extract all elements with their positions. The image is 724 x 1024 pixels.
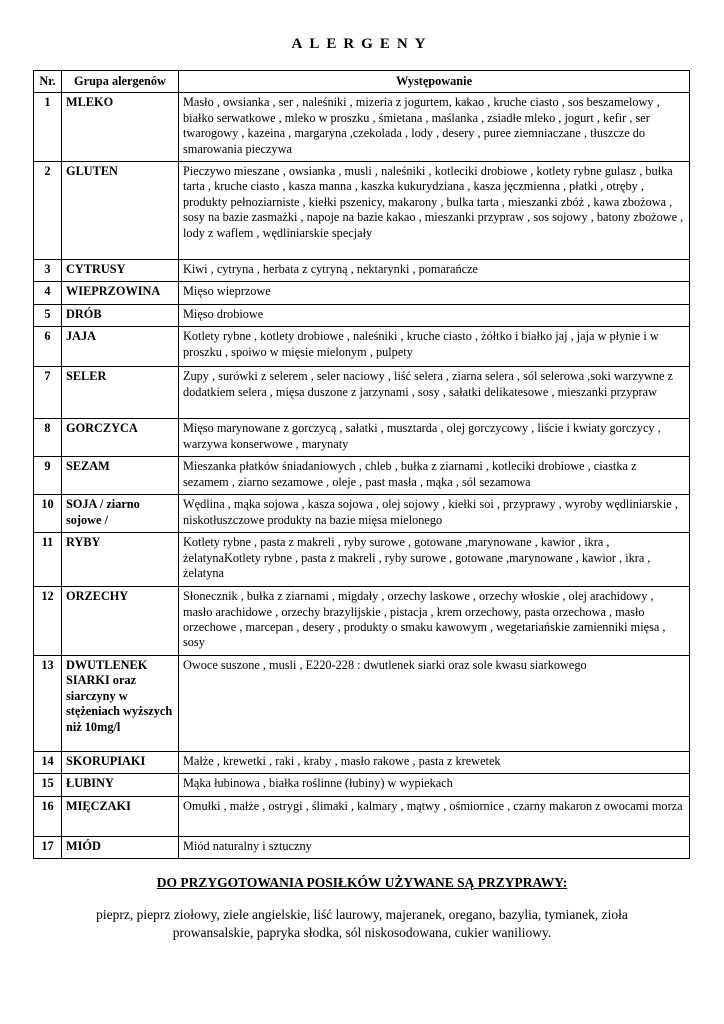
row-number: 8 [34, 419, 62, 457]
allergen-occurrence: Wędlina , mąka sojowa , kasza sojowa , olej sojowy , kiełki soi , przyprawy , wyroby wędliniarskie , niskotłuszczowe produkty na bazie mięsa mielonego [179, 495, 690, 533]
allergen-occurrence: Omułki , małże , ostrygi , ślimaki , kalmary , mątwy , ośmiornice , czarny makaron z owocami morza [179, 796, 690, 836]
allergen-group: MIÓD [62, 836, 179, 858]
table-row [34, 533, 690, 587]
allergen-group: WIEPRZOWINA [62, 282, 179, 304]
row-number: 15 [34, 774, 62, 796]
allergen-occurrence: Kotlety rybne , pasta z makreli , ryby surowe , gotowane ,marynowane , kawior , ikra , żelatynaKotlety rybne , pasta z makreli , ryby surowe , gotowane ,marynowane , kawior , ikra , żelatyna [179, 533, 690, 587]
row-number: 14 [34, 751, 62, 773]
table-row [34, 304, 690, 326]
allergen-group: JAJA [62, 327, 179, 367]
allergen-occurrence: Mąka łubinowa , białka roślinne (łubiny) w wypiekach [179, 774, 690, 796]
allergen-table [33, 70, 690, 859]
row-number: 6 [34, 327, 62, 367]
row-number: 2 [34, 162, 62, 260]
row-number: 3 [34, 260, 62, 282]
allergen-group: CYTRUSY [62, 260, 179, 282]
allergen-occurrence: Kotlety rybne , kotlety drobiowe , naleśniki , kruche ciasto , żółtko i białko jaj , jaja w płynie i w proszku , spoiwo w mięsie mielonym , pulpety [179, 327, 690, 367]
allergen-group: SEZAM [62, 457, 179, 495]
row-number: 17 [34, 836, 62, 858]
allergen-occurrence: Owoce suszone , musli , E220-228 : dwutlenek siarki oraz sole kwasu siarkowego [179, 655, 690, 751]
allergen-occurrence: Mięso drobiowe [179, 304, 690, 326]
allergen-group: SKORUPIAKI [62, 751, 179, 773]
table-row [34, 367, 690, 419]
allergen-group: RYBY [62, 533, 179, 587]
allergen-group: ŁUBINY [62, 774, 179, 796]
table-row [34, 327, 690, 367]
row-number: 16 [34, 796, 62, 836]
row-number: 11 [34, 533, 62, 587]
allergen-occurrence: Miód naturalny i sztuczny [179, 836, 690, 858]
allergen-group: DRÓB [62, 304, 179, 326]
header-nr: Nr. [34, 71, 62, 93]
allergen-group: SOJA / ziarno sojowe / [62, 495, 179, 533]
allergen-group: ORZECHY [62, 587, 179, 656]
allergen-occurrence: Mięso wieprzowe [179, 282, 690, 304]
allergen-group: SELER [62, 367, 179, 419]
table-row [34, 457, 690, 495]
header-group: Grupa alergenów [62, 71, 179, 93]
row-number: 12 [34, 587, 62, 656]
row-number: 1 [34, 93, 62, 162]
table-header-row [34, 71, 690, 93]
table-row [34, 162, 690, 260]
allergen-occurrence: Zupy , surówki z selerem , seler naciowy , liść selera , ziarna selera , sól selerowa ,soki warzywne z dodatkiem selera , mięsa duszone z jarzynami , sosy , sałatki delikatesowe , mieszanki przypraw [179, 367, 690, 419]
allergen-occurrence: Mięso marynowane z gorczycą , sałatki , musztarda , olej gorczycowy , liście i kwiaty gorczycy , warzywa konserwowe , marynaty [179, 419, 690, 457]
row-number: 10 [34, 495, 62, 533]
allergen-occurrence: Mieszanka płatków śniadaniowych , chleb , bułka z ziarnami , kotleciki drobiowe , ciastka z sezamem , ziarno sezamowe , oleje , past masła , mąka , sól sezamowa [179, 457, 690, 495]
table-body [34, 93, 690, 859]
table-row [34, 836, 690, 858]
row-number: 9 [34, 457, 62, 495]
allergen-occurrence: Masło , owsianka , ser , naleśniki , mizeria z jogurtem, kakao , kruche ciasto , sos beszamelowy , białko serwatkowe , mleko w proszku , śmietana , maślanka , zsiadłe mleko , jogurt , kefir , ser twarogowy , kazeina , margaryna ,czekolada , lody , desery , puree ziemniaczane , tłuszcze do smarowania pieczywa [179, 93, 690, 162]
row-number: 13 [34, 655, 62, 751]
spices-heading: DO PRZYGOTOWANIA POSIŁKÓW UŻYWANE SĄ PRZYPRAWY: [156, 875, 568, 890]
table-row [34, 796, 690, 836]
allergen-group: GLUTEN [62, 162, 179, 260]
table-row [34, 93, 690, 162]
table-row [34, 587, 690, 656]
table-row [34, 495, 690, 533]
table-row [34, 774, 690, 796]
row-number: 4 [34, 282, 62, 304]
header-occurrence: Występowanie [179, 71, 690, 93]
table-row [34, 751, 690, 773]
spices-list: pieprz, pieprz ziołowy, ziele angielskie, liść laurowy, majeranek, oregano, bazylia, tymianek, zioła prowansalskie, papryka słodka, sól niskosodowana, cukier waniliowy. [96, 907, 628, 940]
allergen-group: DWUTLENEK SIARKI oraz siarczyny w stężeniach wyższych niż 10mg/l [62, 655, 179, 751]
allergen-group: GORCZYCA [62, 419, 179, 457]
row-number: 7 [34, 367, 62, 419]
allergen-occurrence: Kiwi , cytryna , herbata z cytryną , nektarynki , pomarańcze [179, 260, 690, 282]
allergen-occurrence: Słonecznik , bułka z ziarnami , migdały , orzechy laskowe , orzechy włoskie , olej arachidowy , masło arachidowe , orzechy brazylijskie , pistacja , krem orzechowy, pasta orzechowa , masło orzechowe , marcepan , desery , produkty o smaku kawowym , wegetariańskie zamienniki mięsa , sosy [179, 587, 690, 656]
table-row [34, 655, 690, 751]
allergen-occurrence: Pieczywo mieszane , owsianka , musli , naleśniki , kotleciki drobiowe , kotlety rybne gulasz , bułka tarta , kruche ciasto , kasza manna , kaszka kukurydziana , kasza jęczmienna , płatki , otręby , produkty pełnoziarniste , kiełki pszenicy, makarony , bulka tarta , mieszanki zbóż , kawa zbożowa , sosy na bazie zasmażki , napoje na bazie kakao , mieszanki przypraw , sos sojowy , batony zbożowe , lody z waflem , wędliniarskie specjały [179, 162, 690, 260]
page-title: ALERGENY [291, 36, 433, 52]
allergen-group: MIĘCZAKI [62, 796, 179, 836]
allergen-occurrence: Małże , krewetki , raki , kraby , masło rakowe , pasta z krewetek [179, 751, 690, 773]
allergen-group: MLEKO [62, 93, 179, 162]
table-row [34, 260, 690, 282]
table-row [34, 282, 690, 304]
table-row [34, 419, 690, 457]
row-number: 5 [34, 304, 62, 326]
